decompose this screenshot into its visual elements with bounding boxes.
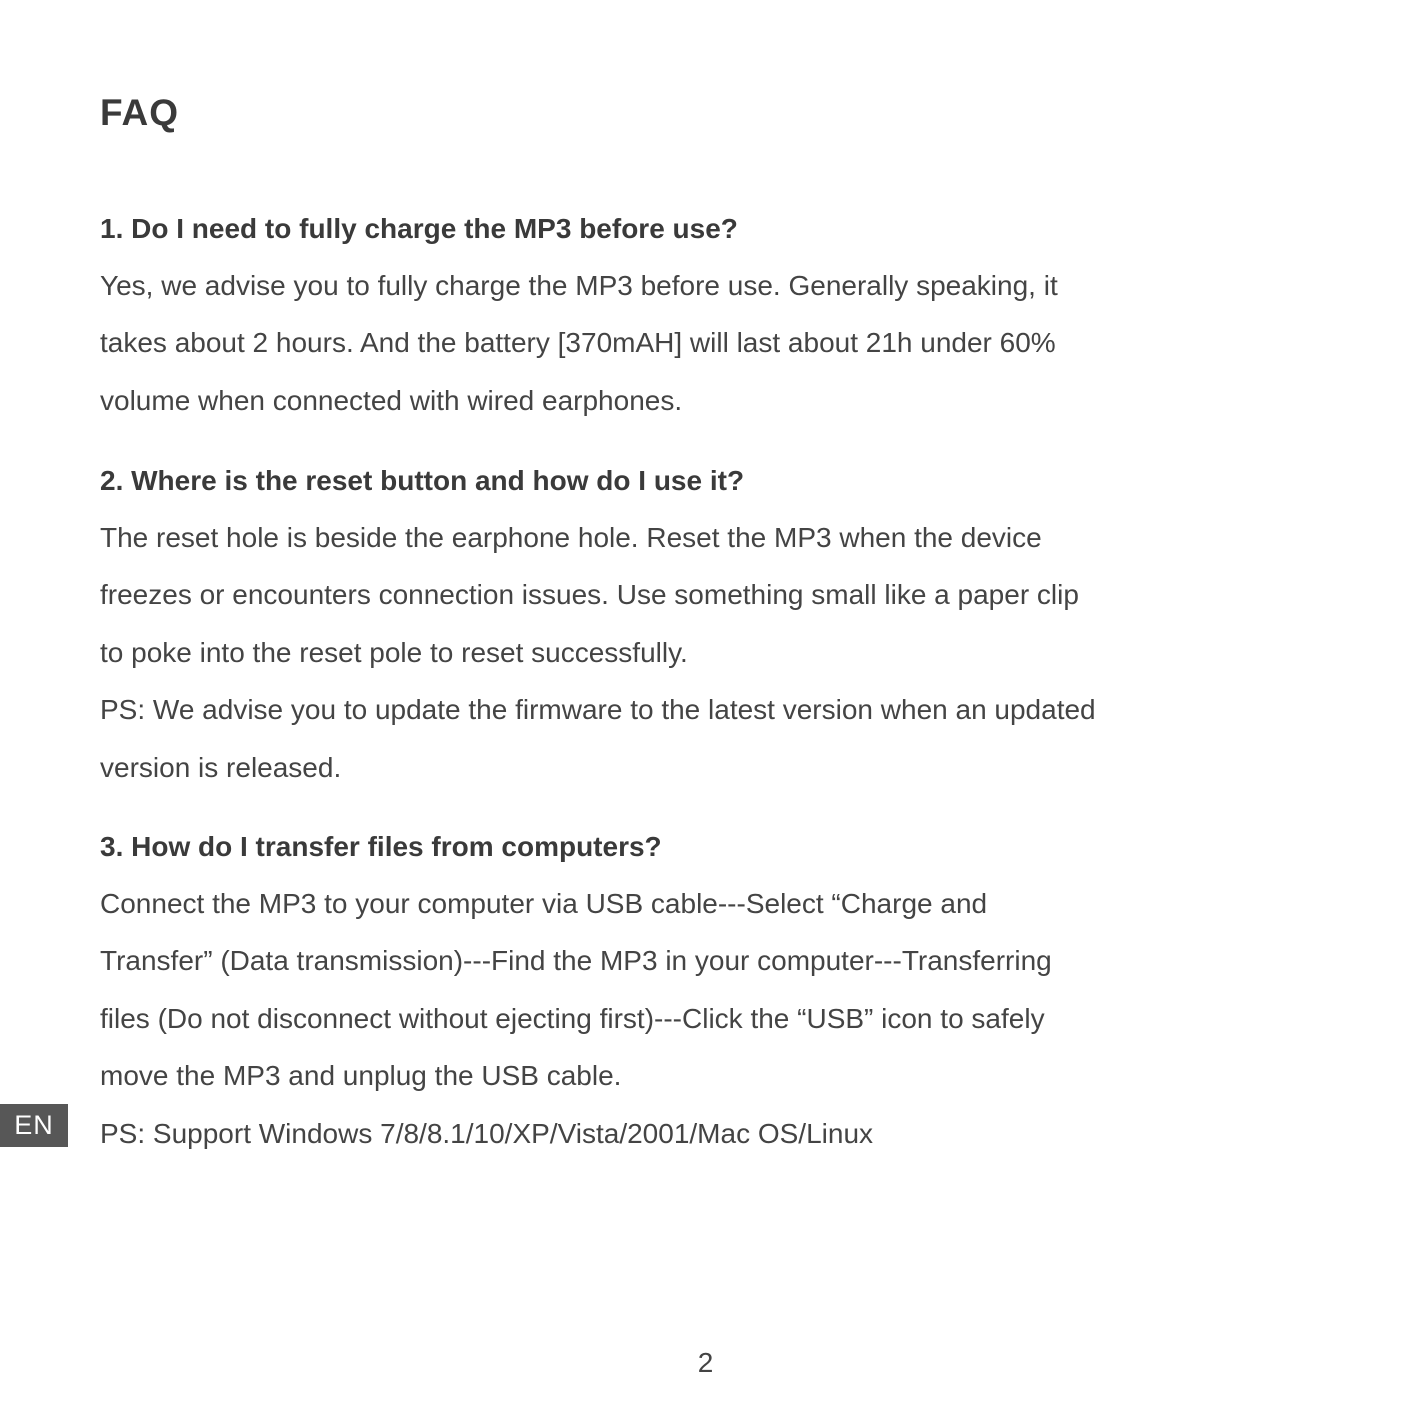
answer-line: move the MP3 and unplug the USB cable. <box>100 1060 622 1092</box>
faq-item <box>100 818 1330 1162</box>
answer-line: files (Do not disconnect without ejecting first)---Click the “USB” icon to safely <box>100 1002 1045 1034</box>
faq-question: 2. Where is the reset button and how do I use it? <box>100 465 745 496</box>
faq-question: 1. Do I need to fully charge the MP3 before use? <box>100 213 738 244</box>
faq-item <box>100 200 1330 429</box>
page-number: 2 <box>697 1347 714 1378</box>
answer-line: Connect the MP3 to your computer via USB cable---Select “Charge and <box>100 888 988 919</box>
faq-question: 3. How do I transfer files from computers? <box>100 831 662 862</box>
answer-line: volume when connected with wired earphones. <box>100 384 683 416</box>
answer-line: to poke into the reset pole to reset successfully. <box>100 636 688 668</box>
faq-answer <box>100 257 1330 429</box>
faq-item <box>100 452 1330 796</box>
page-title: FAQ <box>100 92 180 133</box>
faq-answer <box>100 875 1330 1162</box>
answer-line: PS: We advise you to update the firmware to the latest version when an updated <box>100 694 1096 726</box>
language-tab: EN <box>0 1104 68 1147</box>
answer-line: version is released. <box>100 751 342 783</box>
answer-line: PS: Support Windows 7/8/8.1/10/XP/Vista/2001/Mac OS/Linux <box>100 1117 874 1149</box>
answer-line: The reset hole is beside the earphone hole. Reset the MP3 when the device <box>100 522 1042 553</box>
answer-line: freezes or encounters connection issues. Use something small like a paper clip <box>100 579 1079 611</box>
answer-line: Transfer” (Data transmission)---Find the MP3 in your computer---Transferring <box>100 945 1052 977</box>
answer-line: Yes, we advise you to fully charge the MP3 before use. Generally speaking, it <box>100 270 1058 301</box>
faq-answer <box>100 509 1330 796</box>
answer-line: takes about 2 hours. And the battery [370mAH] will last about 21h under 60% <box>100 327 1056 359</box>
